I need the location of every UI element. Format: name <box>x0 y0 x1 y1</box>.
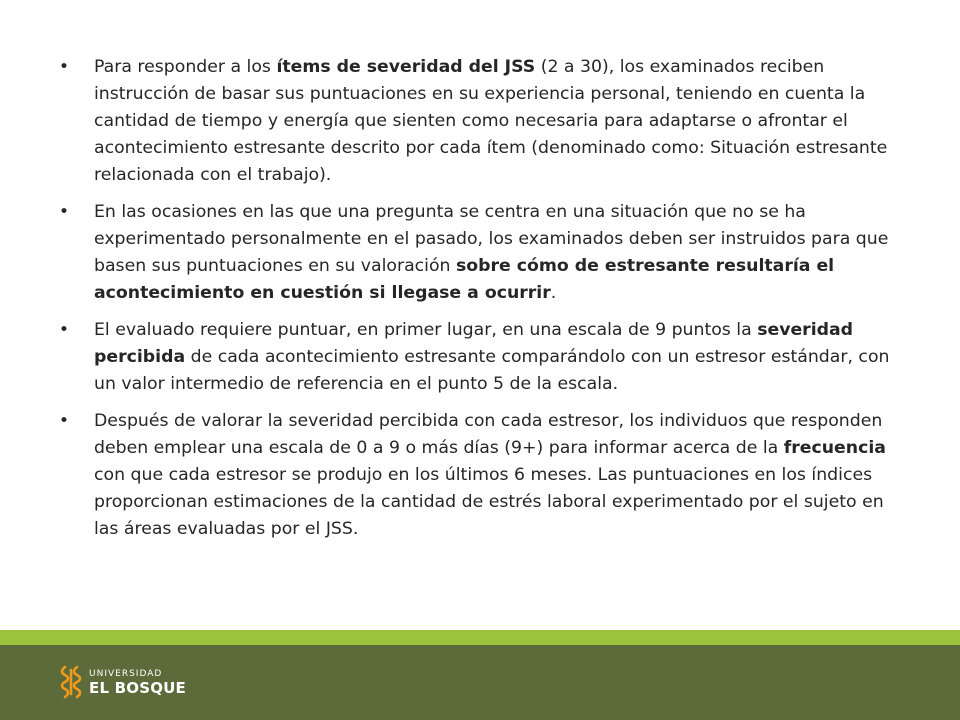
bullet-text <box>94 202 888 303</box>
bullet-item <box>57 317 907 398</box>
slide-content <box>57 54 907 553</box>
bullet-text-segment: En las ocasiones en las que una pregunta se centra en una situación que no se ha experimentado personalmente en el pasado, los examinados deben ser instruidos para que basen sus puntuaciones en su valoración <box>94 202 889 276</box>
university-logo <box>59 664 186 700</box>
bullet-text-segment: con que cada estresor se produjo en los últimos 6 meses. Las puntuaciones en los índices proporcionan estimaciones de la cantidad de estrés laboral experimentado por el sujeto en las áreas evaluadas por el JSS. <box>94 465 884 539</box>
bullet-text <box>94 320 889 394</box>
bullet-text <box>94 411 886 539</box>
bullet-text-segment: Para responder a los <box>94 57 277 77</box>
bullet-text-segment: Después de valorar la severidad percibida con cada estresor, los individuos que responden deben emplear una escala de 0 a 9 o más días (9+) para informar acerca de la <box>94 411 883 458</box>
bullet-item <box>57 199 907 307</box>
bullet-marker: • <box>58 320 70 340</box>
logo-university-label: UNIVERSIDAD <box>89 668 163 679</box>
bullet-marker: • <box>58 411 70 431</box>
logo-name-label: EL BOSQUE <box>89 678 186 697</box>
bullet-text-segment: (2 a 30), los examinados reciben instrucción de basar sus puntuaciones en su experiencia personal, teniendo en cuenta la cantidad de tiempo y energía que sienten como necesaria para adaptarse o afrontar el acontecimiento estresante descrito por cada ítem (denominado como: Situación estresante relacionada con el trabajo). <box>94 57 888 185</box>
footer-accent-stripe <box>0 630 960 645</box>
bullet-text <box>94 57 887 185</box>
bullet-marker: • <box>58 202 70 222</box>
bullet-item <box>57 408 907 543</box>
bullet-text-bold: sobre cómo de estresante resultaría el acontecimiento en cuestión si llegase a ocurrir <box>94 256 835 303</box>
bullet-text-segment: de cada acontecimiento estresante comparándolo con un estresor estándar, con un valor intermedio de referencia en el punto 5 de la escala. <box>94 347 890 394</box>
bullet-text-segment: El evaluado requiere puntuar, en primer lugar, en una escala de 9 puntos la <box>94 320 758 340</box>
bullet-text-bold: frecuencia <box>783 438 886 458</box>
bullet-text-segment: . <box>550 283 557 303</box>
logo-text <box>89 669 186 696</box>
bullet-marker: • <box>58 57 70 77</box>
bullet-text-bold: ítems de severidad del JSS <box>276 57 536 77</box>
bullet-text-bold: severidad percibida <box>94 320 854 367</box>
el-bosque-emblem-icon <box>59 664 83 700</box>
bullet-item <box>57 54 907 189</box>
